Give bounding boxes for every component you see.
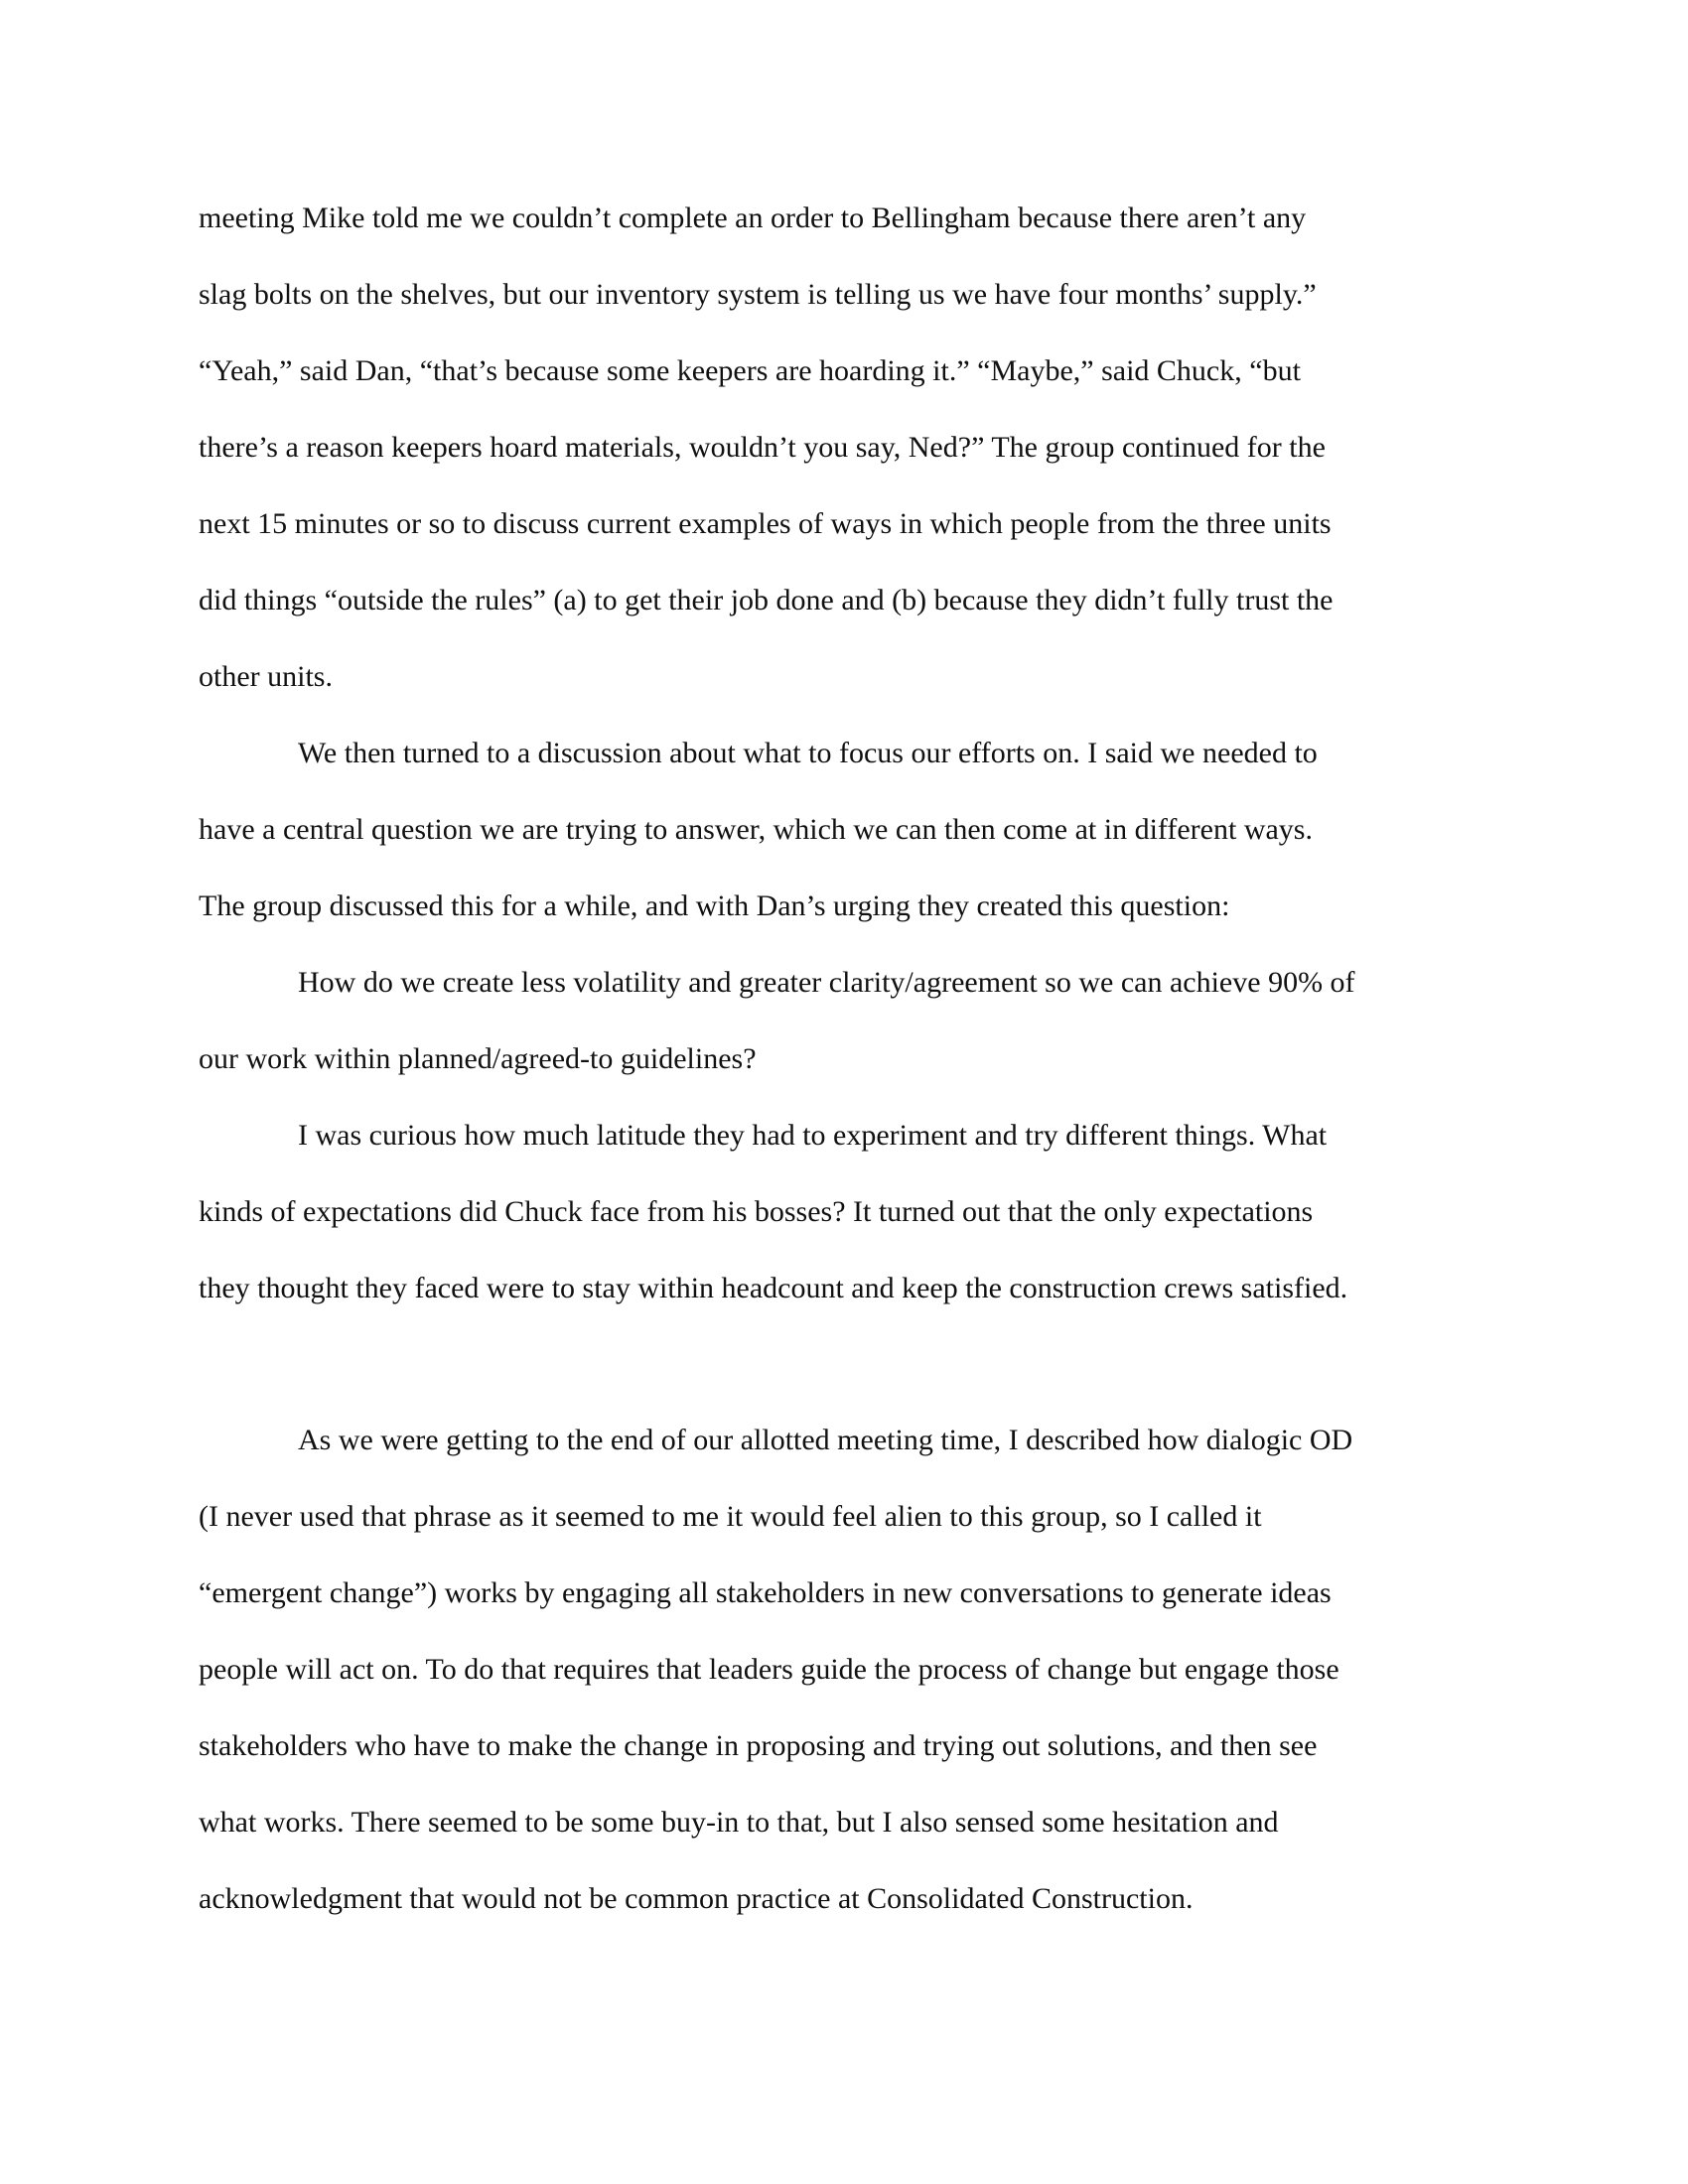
text-line: The group discussed this for a while, and with Dan’s urging they created this question: <box>199 889 1230 922</box>
text-line: meeting Mike told me we couldn’t complete an order to Bellingham because there aren’t any <box>199 202 1307 234</box>
text-line: our work within planned/agreed-to guidelines? <box>199 1042 757 1075</box>
text-line: (I never used that phrase as it seemed to me it would feel alien to this group, so I called it <box>199 1500 1262 1533</box>
text-line: have a central question we are trying to answer, which we can then come at in different ways. <box>199 813 1313 846</box>
text-line: what works. There seemed to be some buy-in to that, but I also sensed some hesitation and <box>199 1806 1279 1839</box>
text-line: there’s a reason keepers hoard materials, wouldn’t you say, Ned?” The group continued for the <box>199 431 1326 464</box>
text-line: “Yeah,” said Dan, “that’s because some keepers are hoarding it.” “Maybe,” said Chuck, “but <box>199 354 1301 387</box>
text-line: people will act on. To do that requires that leaders guide the process of change but engage those <box>199 1653 1339 1686</box>
text-line: “emergent change”) works by engaging all stakeholders in new conversations to generate ideas <box>199 1576 1332 1609</box>
text-line: other units. <box>199 660 333 693</box>
text-line: slag bolts on the shelves, but our inventory system is telling us we have four months’ supply.” <box>199 278 1317 311</box>
text-line: stakeholders who have to make the change in proposing and trying out solutions, and then see <box>199 1729 1318 1762</box>
text-line: did things “outside the rules” (a) to get their job done and (b) because they didn’t fully trust the <box>199 584 1334 616</box>
text-line: We then turned to a discussion about what to focus our efforts on. I said we needed to <box>298 737 1318 769</box>
text-line: How do we create less volatility and greater clarity/agreement so we can achieve 90% of <box>298 966 1355 999</box>
text-line: acknowledgment that would not be common practice at Consolidated Construction. <box>199 1882 1194 1915</box>
text-line: kinds of expectations did Chuck face from his bosses? It turned out that the only expectations <box>199 1195 1314 1228</box>
text-line: next 15 minutes or so to discuss current examples of ways in which people from the three units <box>199 507 1332 540</box>
text-line: I was curious how much latitude they had to experiment and try different things. What <box>298 1119 1328 1152</box>
text-line: As we were getting to the end of our allotted meeting time, I described how dialogic OD <box>298 1424 1353 1456</box>
text-line: they thought they faced were to stay within headcount and keep the construction crews satisfied. <box>199 1272 1348 1304</box>
